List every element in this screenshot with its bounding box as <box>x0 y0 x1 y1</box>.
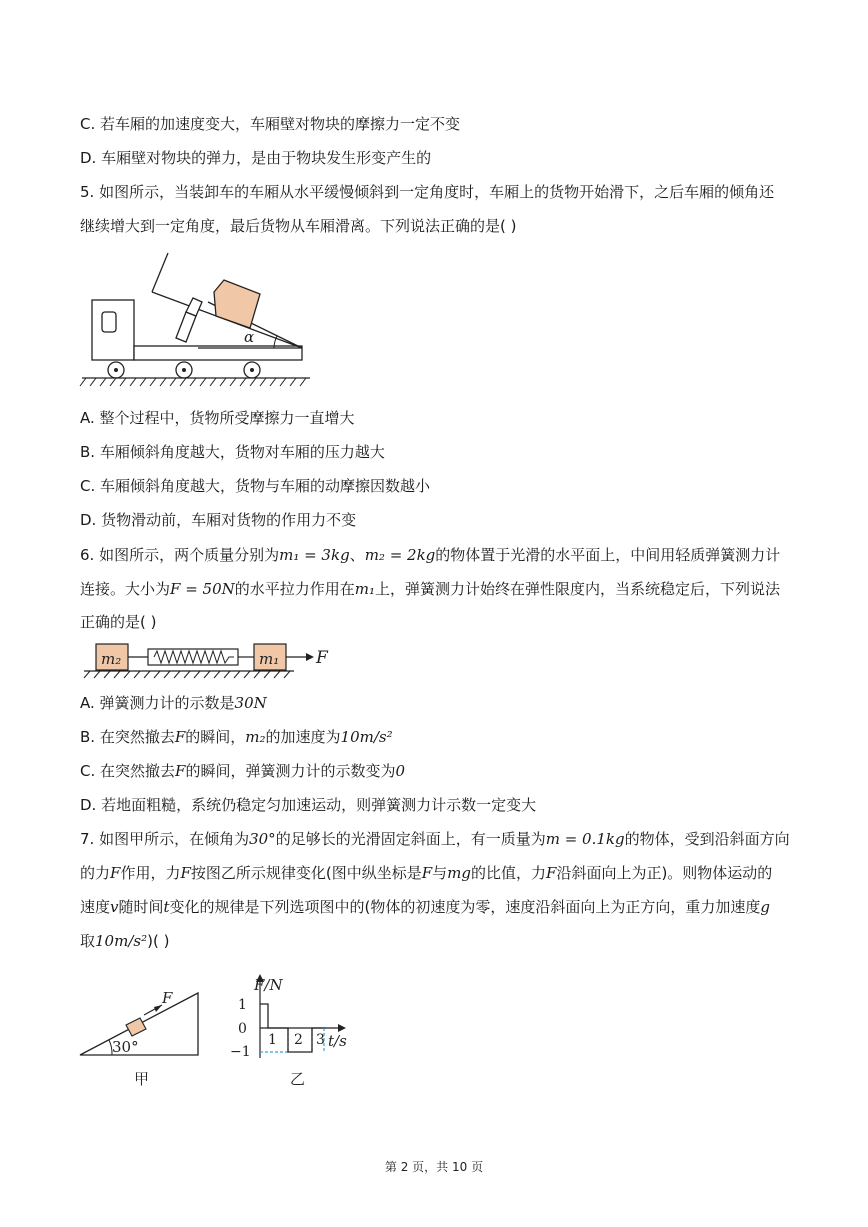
q5-dump-truck-figure <box>78 250 338 390</box>
q7-fig-F: F <box>162 989 173 1007</box>
q7-graph-figure <box>228 972 358 1092</box>
q6-stem-line3: 正确的是( ) <box>80 613 157 631</box>
q7-stem-line3: 速度v随时间t变化的规律是下列选项图中的(物体的初速度为零，速度沿斜面向上为正方向，重力加速度g <box>80 898 771 916</box>
q5-stem-line1: 5. 如图所示，当装卸车的车厢从水平缓慢倾斜到一定角度时，车厢上的货物开始滑下，之后车厢的倾角还 <box>80 183 775 201</box>
q6-fig-m2: m₂ <box>101 650 122 668</box>
q7-stem-line2: 的力F作用，力F按图乙所示规律变化(图中纵坐标是F与mg的比值，力F沿斜面向上为正)。则物体运动的 <box>80 864 773 882</box>
q7-y-axis-label: F/N <box>254 976 283 994</box>
q6-m2-eq: m₂ = 2kg <box>364 546 436 564</box>
q5-angle-label: α <box>244 328 255 346</box>
q5-option-b: B. 车厢倾斜角度越大，货物对车厢的压力越大 <box>80 443 385 461</box>
y-tick-neg1: −1 <box>230 1044 251 1060</box>
q5-option-c: C. 车厢倾斜角度越大，货物与车厢的动摩擦因数越小 <box>80 477 431 495</box>
q6-option-c: C. 在突然撤去F的瞬间，弹簧测力计的示数变为0 <box>80 762 405 780</box>
q6-option-b: B. 在突然撤去F的瞬间，m₂的加速度为10m/s² <box>80 728 393 746</box>
q5-option-d: D. 货物滑动前，车厢对货物的作用力不变 <box>80 511 357 529</box>
q6-fig-m1: m₁ <box>259 650 280 668</box>
q6-spring-scale-figure <box>84 640 344 684</box>
x-tick-1: 1 <box>268 1032 277 1048</box>
q4-option-c: C. 若车厢的加速度变大，车厢壁对物块的摩擦力一定不变 <box>80 115 461 133</box>
truck-wheels <box>108 362 260 378</box>
q7-stem-line4: 取10m/s²)( ) <box>80 932 170 950</box>
q5-option-a: A. 整个过程中，货物所受摩擦力一直增大 <box>80 409 355 427</box>
q7-incline-figure <box>78 985 208 1088</box>
x-tick-3: 3 <box>316 1032 325 1048</box>
q6-fig-F: F <box>316 648 328 668</box>
q6-m1-eq: m₁ = 3kg <box>279 546 350 564</box>
page-footer: 第 2 页，共 10 页 <box>384 1160 484 1174</box>
cargo-box <box>214 280 260 328</box>
y-tick-1: 1 <box>238 997 247 1013</box>
q7-fig-angle: 30° <box>112 1038 139 1056</box>
q6-option-d: D. 若地面粗糙，系统仍稳定匀加速运动，则弹簧测力计示数一定变大 <box>80 796 537 814</box>
x-tick-2: 2 <box>294 1032 303 1048</box>
q6-option-a: A. 弹簧测力计的示数是30N <box>80 694 267 712</box>
q7-x-axis-label: t/s <box>328 1032 347 1050</box>
q7-caption-jia: 甲 <box>134 1070 150 1088</box>
q6-stem-line2: 连接。大小为F = 50N的水平拉力作用在m₁上，弹簧测力计始终在弹性限度内，当系统稳定后，下列说法 <box>80 580 781 598</box>
q4-option-d: D. 车厢壁对物块的弹力，是由于物块发生形变产生的 <box>80 149 432 167</box>
q7-stem-line1: 7. 如图甲所示，在倾角为30°的足够长的光滑固定斜面上，有一质量为m = 0.1kg的物体，受到沿斜面方向 <box>80 830 790 848</box>
q7-caption-yi: 乙 <box>290 1070 306 1088</box>
q6-stem-line1: 6. 如图所示，两个质量分别为m₁ = 3kg、m₂ = 2kg的物体置于光滑的水平面上，中间用轻质弹簧测力计 <box>80 546 781 564</box>
q5-stem-line2: 继续增大到一定角度，最后货物从车厢滑离。下列说法正确的是( ) <box>80 217 517 235</box>
q6-F-eq: F = 50N <box>170 580 235 598</box>
y-tick-0: 0 <box>238 1021 247 1037</box>
